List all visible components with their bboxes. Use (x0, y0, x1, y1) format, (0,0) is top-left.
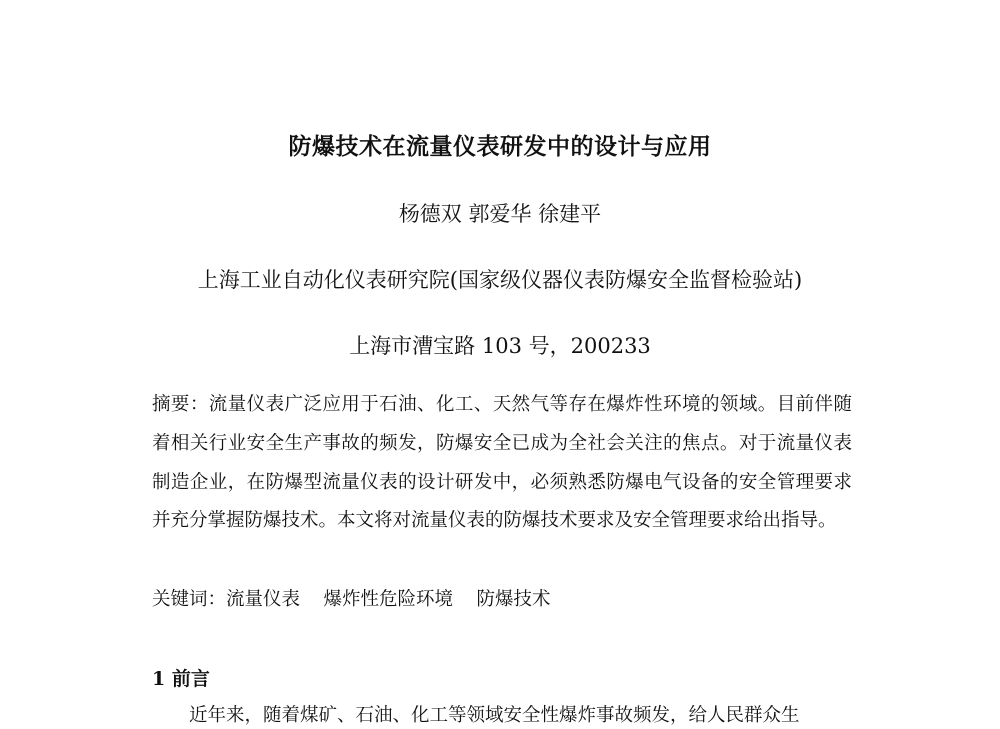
paper-affiliation: 上海工业自动化仪表研究院(国家级仪器仪表防爆安全监督检验站) (197, 268, 803, 292)
paper-title: 防爆技术在流量仪表研发中的设计与应用 (288, 133, 712, 160)
abstract-paragraph (152, 386, 852, 541)
abstract-label: 摘要： (152, 394, 209, 415)
section-body-text: 近年来，随着煤矿、石油、化工等领域安全性爆炸事故频发，给人民群众生 (189, 705, 800, 726)
keywords-label: 关键词： (152, 589, 227, 610)
keywords-line (152, 587, 852, 613)
paper-address: 上海市漕宝路 103 号，200233 (349, 334, 651, 358)
paper-authors: 杨德双 郭爱华 徐建平 (398, 202, 602, 226)
section-heading-introduction: 1 前言 (152, 668, 210, 690)
abstract-text: 流量仪表广泛应用于石油、化工、天然气等存在爆炸性环境的领域。目前伴随着相关行业安全生产事故的频发，防爆安全已成为全社会关注的焦点。对于流量仪表制造企业，在防爆型流量仪表的设计研发中，必须熟悉防爆电气设备的安全管理要求并充分掌握防爆技术。本文将对流量仪表的防爆技术要求及安全管理要求给出指导。 (152, 394, 852, 532)
keywords-text: 流量仪表 爆炸性危险环境 防爆技术 (226, 589, 551, 610)
